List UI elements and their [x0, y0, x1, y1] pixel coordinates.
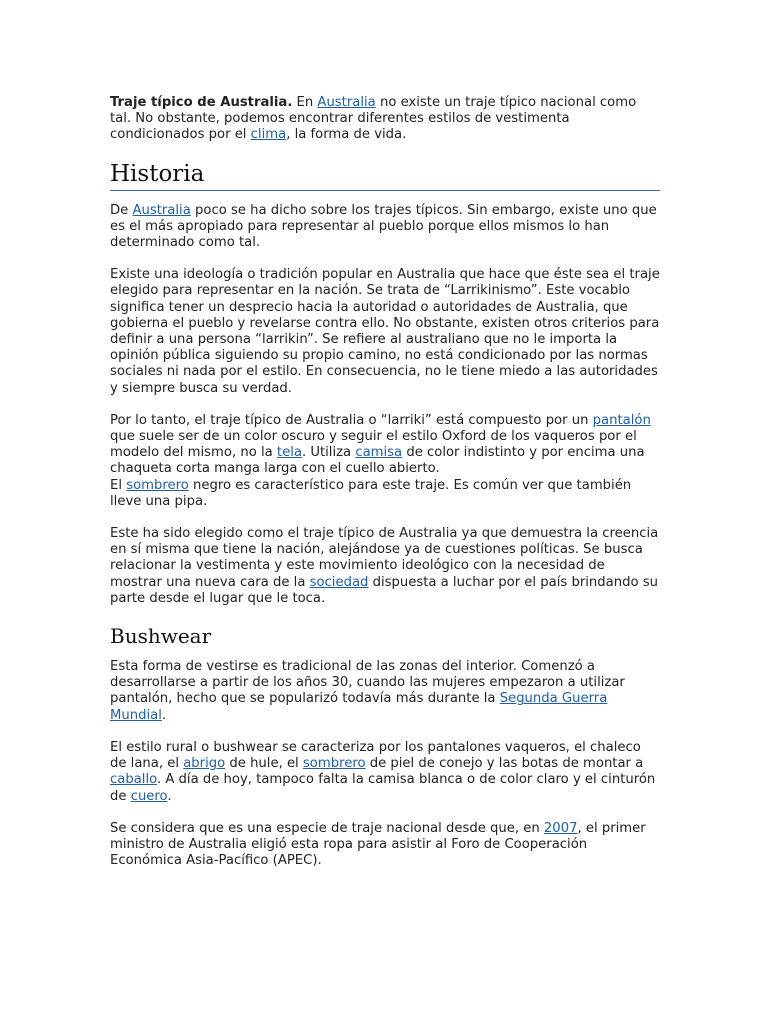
- historia-paragraph-3: [110, 413, 660, 510]
- intro-text: En: [292, 95, 318, 110]
- paragraph-text: poco se ha dicho sobre los trajes típicos. Sin embargo, existe uno que es el más apropiado para representar al pueblo porque ellos mismos lo han determinado como tal.: [110, 202, 657, 251]
- link-clima[interactable]: clima: [250, 127, 287, 143]
- paragraph-text: . A día de hoy, tampoco falta la camisa blanca o de color claro y el cinturón de: [110, 772, 656, 804]
- link-abrigo[interactable]: abrigo: [183, 756, 226, 772]
- intro-title: Traje típico de Australia.: [110, 95, 293, 110]
- paragraph-text: El: [110, 477, 127, 493]
- paragraph-text: De: [110, 202, 133, 218]
- link-segunda-guerra-mundial[interactable]: Segunda Guerra Mundial: [110, 691, 608, 723]
- link-2007[interactable]: 2007: [543, 820, 578, 836]
- paragraph-text: .: [167, 788, 172, 804]
- link-australia[interactable]: Australia: [132, 202, 191, 218]
- link-caballo[interactable]: caballo: [110, 772, 157, 788]
- paragraph-text: de piel de conejo y las botas de montar a: [365, 756, 644, 772]
- paragraph-text: negro es característico para este traje. Es común ver que también lleve una pipa.: [110, 477, 632, 509]
- paragraph-text: .: [161, 707, 167, 723]
- link-sombrero[interactable]: sombrero: [302, 756, 366, 772]
- link-camisa[interactable]: camisa: [355, 445, 403, 461]
- article: [110, 95, 660, 885]
- paragraph-text: de hule, el: [225, 756, 303, 772]
- paragraph-text: El estilo rural o bushwear se caracteriza por los pantalones vaqueros, el chaleco de lana, el: [110, 739, 641, 772]
- historia-paragraph-4: [110, 526, 660, 607]
- paragraph-text: de color indistinto y por encima una chaqueta corta manga larga con el cuello abierto.: [110, 445, 645, 477]
- heading-bushwear: Bushwear: [110, 624, 212, 649]
- paragraph-text: que suele ser de un color oscuro y seguir el estilo Oxford de los vaqueros por el modelo del mismo, no la: [110, 429, 637, 461]
- intro-paragraph: [110, 95, 660, 144]
- link-tela[interactable]: tela: [276, 445, 302, 461]
- bushwear-paragraph-3: [110, 821, 660, 870]
- link-sociedad[interactable]: sociedad: [309, 574, 369, 590]
- paragraph-text: Por lo tanto, el traje típico de Australia o “larriki” está compuesto por un: [110, 412, 593, 428]
- historia-paragraph-2: Existe una ideología o tradición popular en Australia que hace que éste sea el traje elegido para representar en la nación. Se trata de “Larrikinismo”. Este vocablo significa tener un desprecio hacia la autoridad o autoridades de Australia, que gobierna el pueblo y revelarse contra ello. No obstante, existen otros criterios para definir a una persona “larrikin”. Se refiere al australiano que no le importa la opinión pública siguiendo su propio camino, no está condicionado por las normas sociales ni nada por el estilo. En consecuencia, no le tiene miedo a las autoridades y siempre busca su verdad.: [110, 267, 660, 396]
- bushwear-paragraph-2: [110, 740, 660, 805]
- link-australia[interactable]: Australia: [317, 95, 376, 110]
- bushwear-paragraph-1: [110, 659, 660, 724]
- paragraph-text: Este ha sido elegido como el traje típico de Australia ya que demuestra la creencia en sí misma que tiene la nación, alejándose ya de cuestiones políticas. Se busca relacionar la vestimenta y este movimiento ideológico con la necesidad de mostrar una nueva cara de la: [110, 526, 659, 590]
- intro-text: no existe un traje típico nacional como tal. No obstante, podemos encontrar diferentes estilos de vestimenta condicionados por el: [110, 95, 637, 143]
- paragraph-text: . Utiliza: [301, 445, 356, 461]
- paragraph-text: Se considera que es una especie de traje nacional desde que, en: [110, 820, 544, 836]
- intro-text: , la forma de vida.: [286, 127, 407, 143]
- historia-paragraph-1: [110, 203, 660, 252]
- link-sombrero[interactable]: sombrero: [126, 477, 189, 493]
- heading-historia: Historia: [110, 160, 660, 191]
- link-pantalon[interactable]: pantalón: [592, 412, 651, 428]
- paragraph-text: dispuesta a luchar por el país brindando su parte desde el lugar que le toca.: [110, 574, 658, 606]
- paragraph-text: Esta forma de vestirse es tradicional de las zonas del interior. Comenzó a desarrollarse a partir de los años 30, cuando las mujeres empezaron a utilizar pantalón, hecho que se popularizó todavía más durante la: [110, 659, 625, 707]
- paragraph-text: , el primer ministro de Australia eligió esta ropa para asistir al Foro de Cooperación Económica Asia-Pacífico (APEC).: [110, 820, 646, 869]
- link-cuero[interactable]: cuero: [130, 788, 168, 804]
